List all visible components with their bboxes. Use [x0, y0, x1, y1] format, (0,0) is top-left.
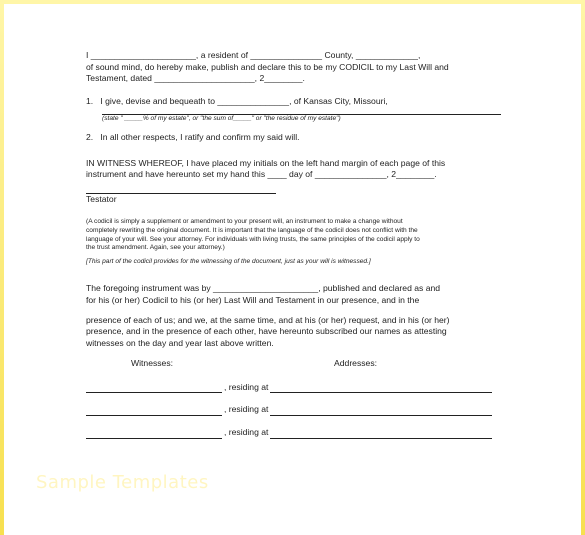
clause-1: 1. I give, devise and bequeath to _______________, of Kansas City, Missouri, [86, 95, 388, 106]
witness-address-line [270, 392, 492, 393]
witness-whereof-1: IN WITNESS WHEREOF, I have placed my initials on the left hand margin of each page of this [86, 157, 446, 168]
witnesses-heading: Witnesses: [131, 358, 174, 369]
foregoing-line-1: The foregoing instrument was by ______________________, published and declared as and [86, 283, 441, 294]
residing-at-label: , residing at [224, 381, 269, 392]
presence-line-1: presence of each of us; and we, at the same time, and at his (or her) request, and in his (or her) [86, 314, 450, 325]
witness-row [86, 427, 501, 439]
codicil-explanation-4: the trust amendment. Again, see your attorney.) [86, 244, 225, 252]
witness-name-line [86, 415, 222, 416]
opening-line-2: of sound mind, do hereby make, publish and declare this to be my CODICIL to my Last Will and [86, 61, 449, 72]
witness-name-line [86, 438, 222, 439]
residing-at-label: , residing at [224, 427, 269, 438]
opening-line-3: Testament, dated _____________________, 2________. [86, 73, 305, 84]
witnessing-note: [This part of the codicil provides for the witnessing of the document, just as your will is witnessed.] [86, 257, 371, 265]
codicil-explanation-2: completely rewriting the original document. It is important that the language of the codicil does not conflict with the [86, 226, 418, 234]
witness-row [86, 382, 501, 394]
residing-at-label: , residing at [224, 404, 269, 415]
clause-1-note: (state " _____% of my estate", or "the sum of_____" or "the residue of my estate") [102, 115, 341, 123]
foregoing-line-2: for his (or her) Codicil to his (or her) Last Will and Testament in our presence, and in the [86, 294, 420, 305]
codicil-explanation-3: language of your will. See your attorney. For individuals with living trusts, the same principles of the codicil apply to [86, 235, 420, 243]
presence-line-2: presence, and in the presence of each other, have hereunto subscribed our names as attesting [86, 326, 447, 337]
testator-label: Testator [86, 193, 117, 204]
presence-line-3: witnesses on the day and year last above written. [86, 337, 274, 348]
opening-line-1: I ______________________, a resident of _______________ County, _____________, [86, 50, 421, 60]
witness-address-line [270, 438, 492, 439]
watermark: Sample Templates [36, 472, 209, 493]
clause-2: 2. In all other respects, I ratify and confirm my said will. [86, 131, 300, 142]
witness-columns-header [86, 358, 501, 370]
codicil-document [86, 50, 501, 439]
witness-address-line [270, 415, 492, 416]
codicil-explanation-1: (A codicil is simply a supplement or amendment to your present will, an instrument to make a change without [86, 218, 403, 226]
addresses-heading: Addresses: [334, 358, 378, 369]
witness-row [86, 404, 501, 416]
witness-name-line [86, 392, 222, 393]
witness-whereof-2: instrument and have hereunto set my hand this ____ day of _______________, 2________. [86, 169, 437, 180]
